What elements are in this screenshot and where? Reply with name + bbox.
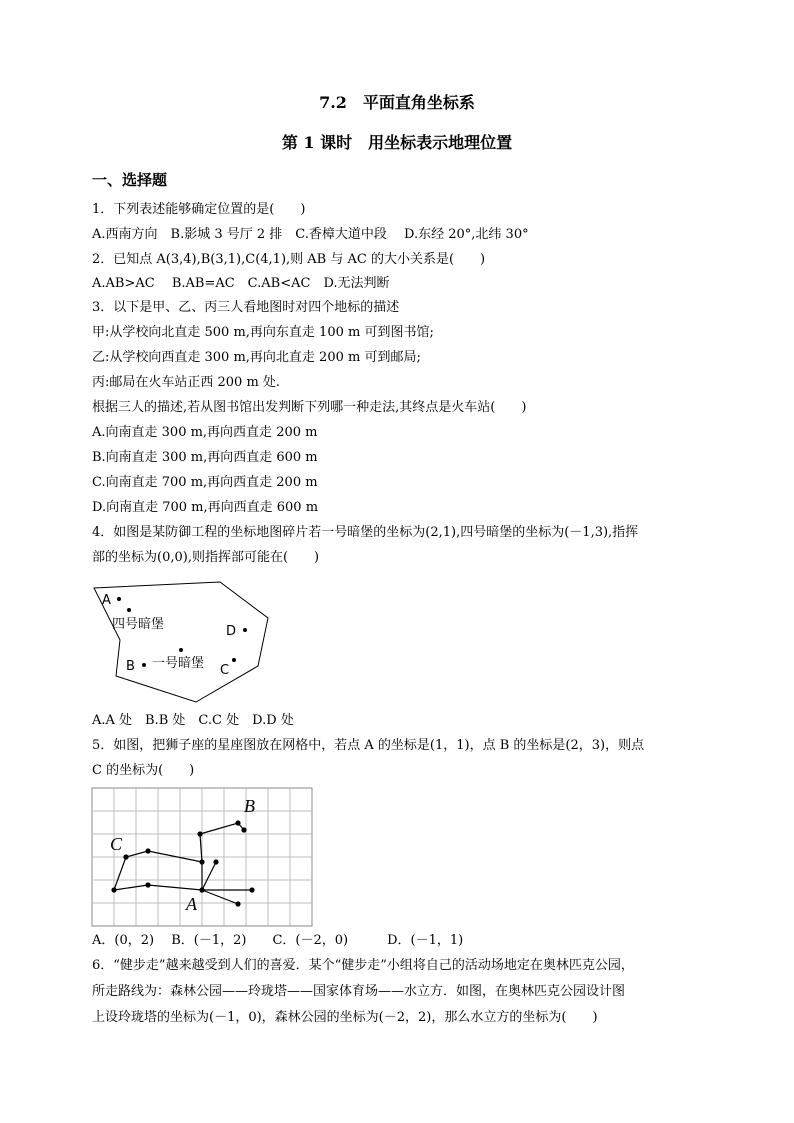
star bbox=[213, 859, 218, 864]
q5-constellation-grid-figure bbox=[90, 786, 314, 928]
fig-label-a: A bbox=[102, 593, 111, 608]
constellation-lines bbox=[114, 823, 252, 904]
point-one-bunker bbox=[179, 648, 183, 652]
lesson-subtitle: 第 1 课时 用坐标表示地理位置 bbox=[281, 133, 513, 152]
star bbox=[249, 887, 254, 892]
q5-options: A．(0，2) B．(－1，2) C．(－2，0) D．(－1，1) bbox=[92, 933, 464, 948]
q4-stem-line-2: 部的坐标为(0,0),则指挥部可能在( ) bbox=[92, 550, 320, 565]
fig-label-four-bunker: 四号暗堡 bbox=[112, 617, 165, 632]
star bbox=[111, 887, 116, 892]
q3-option-b: B.向南直走 300 m,再向西直走 600 m bbox=[92, 450, 318, 465]
q3-question: 根据三人的描述,若从图书馆出发判断下列哪一种走法,其终点是火车站( ) bbox=[92, 400, 527, 415]
point-b bbox=[142, 663, 146, 667]
star bbox=[145, 848, 150, 853]
star-a bbox=[199, 887, 204, 892]
q6-line-2: 所走路线为：森林公园——玲珑塔——国家体育场——水立方．如图，在奥林匹克公园设计图 bbox=[92, 984, 626, 999]
point-c bbox=[232, 658, 236, 662]
fig-label-b: B bbox=[126, 659, 135, 674]
q4-stem-line-1: 4．如图是某防御工程的坐标地图碎片若一号暗堡的坐标为(2,1),四号暗堡的坐标为(－1,3),指挥 bbox=[92, 525, 639, 540]
q4-options: A.A 处 B.B 处 C.C 处 D.D 处 bbox=[92, 713, 294, 728]
lesson-title: 7.2 平面直角坐标系 bbox=[319, 93, 475, 112]
q3-line-b: 乙:从学校向西直走 300 m,再向北直走 200 m 可到邮局; bbox=[92, 350, 421, 365]
constellation-stars bbox=[111, 820, 254, 906]
q3-option-a: A.向南直走 300 m,再向西直走 200 m bbox=[92, 425, 318, 440]
point-a bbox=[117, 597, 121, 601]
q5-stem-line-2: C 的坐标为( ) bbox=[92, 763, 195, 778]
star bbox=[199, 859, 204, 864]
star-b bbox=[241, 827, 246, 832]
point-d bbox=[243, 628, 247, 632]
q6-line-3: 上设玲珑塔的坐标为(－1，0)，森林公园的坐标为(－2，2)，那么水立方的坐标为( ) bbox=[92, 1010, 598, 1025]
fig-label-one-bunker: 一号暗堡 bbox=[152, 656, 205, 671]
star bbox=[145, 882, 150, 887]
q3-line-c: 丙:邮局在火车站正西 200 m 处. bbox=[92, 375, 281, 390]
q3-option-c: C.向南直走 700 m,再向西直走 200 m bbox=[92, 475, 318, 490]
q2-options: A.AB>AC B.AB=AC C.AB<AC D.无法判断 bbox=[92, 276, 390, 291]
star bbox=[235, 901, 240, 906]
fig-label-d: D bbox=[226, 624, 237, 639]
q3-line-a: 甲:从学校向北直走 500 m,再向东直走 100 m 可到图书馆; bbox=[92, 325, 434, 340]
fig-label-a: A bbox=[186, 894, 197, 914]
star bbox=[235, 820, 240, 825]
q3-stem: 3．以下是甲、乙、丙三人看地图时对四个地标的描述 bbox=[92, 300, 400, 315]
q1-options: A.西南方向 B.影城 3 号厅 2 排 C.香樟大道中段 D.东经 20°,北纬 30° bbox=[92, 227, 529, 242]
q4-map-fragment-figure bbox=[92, 578, 272, 703]
star-c bbox=[123, 854, 128, 859]
fig-label-b: B bbox=[244, 796, 255, 816]
q2-stem: 2．已知点 A(3,4),B(3,1),C(4,1),则 AB 与 AC 的大小关系是( ) bbox=[92, 252, 486, 267]
q5-stem-line-1: 5．如图，把狮子座的星座图放在网格中，若点 A 的坐标是(1，1)，点 B 的坐标是(2，3)，则点 bbox=[92, 738, 645, 753]
section-heading: 一、选择题 bbox=[92, 171, 168, 189]
q1-stem: 1．下列表述能够确定位置的是( ) bbox=[92, 202, 306, 217]
fig-label-c: C bbox=[220, 663, 230, 678]
q3-option-d: D.向南直走 700 m,再向西直走 600 m bbox=[92, 500, 319, 515]
q6-line-1: 6．“健步走”越来越受到人们的喜爱．某个“健步走”小组将自己的活动场地定在奥林匹克公园， bbox=[92, 958, 634, 973]
point-four-bunker bbox=[127, 608, 131, 612]
star bbox=[197, 831, 202, 836]
fig-label-c: C bbox=[110, 834, 123, 854]
